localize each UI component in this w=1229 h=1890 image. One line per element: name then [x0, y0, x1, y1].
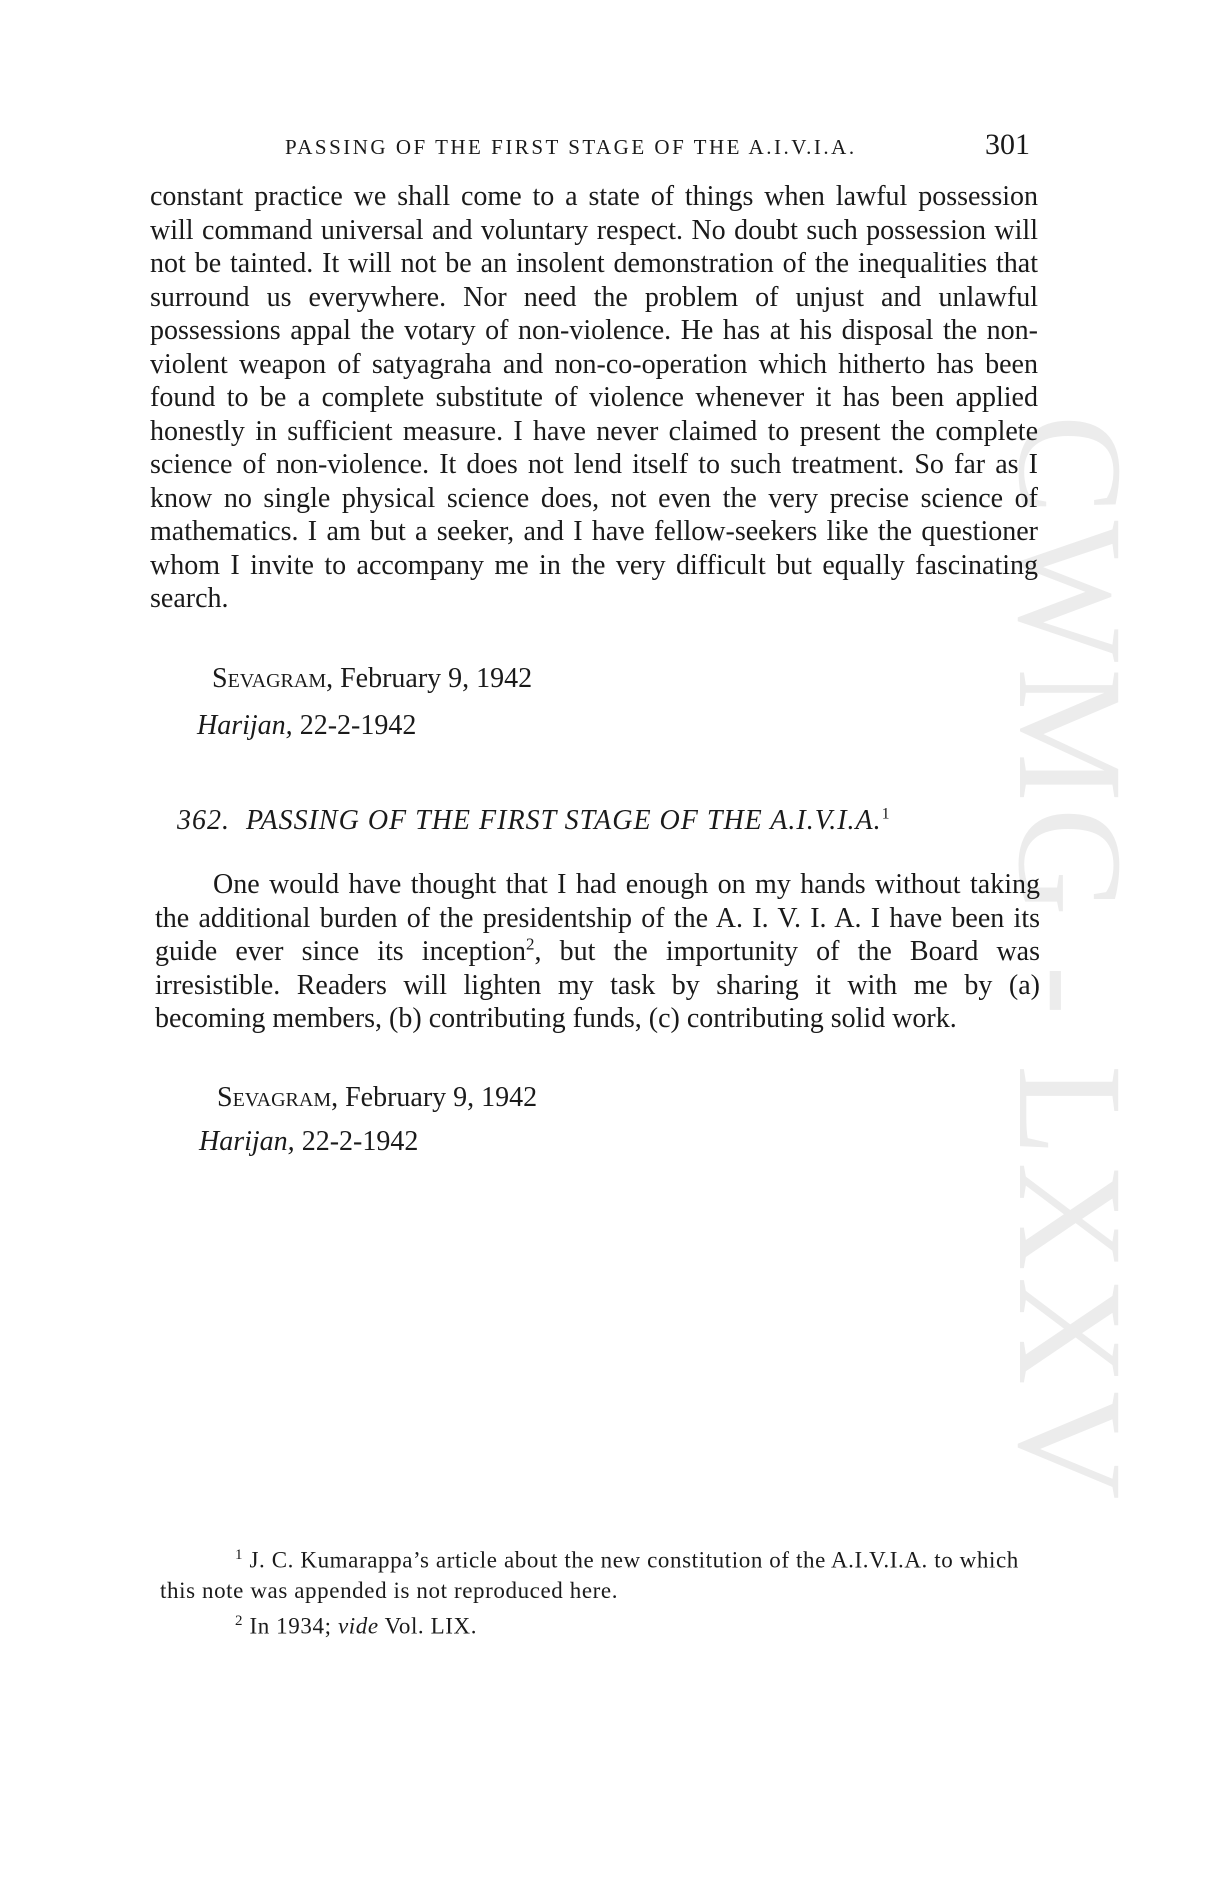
- footnote-text-italic: vide: [337, 1613, 379, 1639]
- footnote-2: [160, 1606, 1055, 1642]
- page-number: 301: [985, 128, 1030, 161]
- dateline-place: Sevagram,: [217, 1082, 339, 1113]
- source-publication: Harijan,: [199, 1126, 295, 1157]
- source-date: 22-2-1942: [299, 710, 417, 741]
- previous-article-dateline: [212, 663, 532, 695]
- footnote-ref-1: 1: [881, 805, 891, 823]
- article-number: 362.: [177, 805, 230, 836]
- article-body-part1: One would have thought that I had enough on my hands without taking the additional burden of the presidentship of the A. I. V. I. A. I have been its guide ever since its inception: [155, 869, 1040, 967]
- footnote-text-before: In 1934;: [249, 1613, 332, 1639]
- dateline-place: Sevagram,: [212, 663, 334, 694]
- running-title: PASSING OF THE FIRST STAGE OF THE A.I.V.I.A.: [285, 135, 857, 159]
- footnote-text-after: Vol. LIX.: [384, 1613, 478, 1639]
- footnotes: [160, 1540, 1055, 1641]
- article-title: PASSING OF THE FIRST STAGE OF THE A.I.V.I.A.: [246, 805, 882, 836]
- footnote-marker: 2: [235, 1612, 244, 1629]
- footnote-ref-2: 2: [526, 934, 535, 954]
- watermark-text: CWMG - LXXV: [987, 414, 1153, 1506]
- footnote-marker: 1: [235, 1547, 244, 1563]
- footnote-1: [160, 1540, 1055, 1606]
- source-publication: Harijan,: [197, 710, 293, 741]
- running-header: [285, 128, 1030, 162]
- article-source: [199, 1126, 418, 1158]
- dateline-date: February 9, 1942: [340, 663, 533, 694]
- previous-article-text: constant practice we shall come to a state of things when lawful possession will command universal and voluntary respect. No doubt such possession will not be tainted. It will not be an insolent demonstration of the inequalities that surround us everywhere. Nor need the problem of unjust and unlawful possessions appal the votary of non-violence. He has at his disposal the non-violent weapon of satyagraha and non-co-operation which hitherto has been found to be a complete substitute of violence whenever it has been applied honestly in sufficient measure. I have never claimed to present the complete science of non-violence. It does not lend itself to such treatment. So far as I know no single physical science does, not even the very precise science of mathematics. I am but a seeker, and I have fellow-seekers like the questioner whom I invite to accompany me in the very difficult but equally fascinating search.: [150, 181, 1038, 614]
- source-date: 22-2-1942: [301, 1126, 419, 1157]
- article-body: [155, 868, 1040, 1036]
- article-dateline: [217, 1082, 537, 1114]
- footnote-text: J. C. Kumarappa’s article about the new constitution of the A.I.V.I.A. to which this note was appended is not reproduced here.: [160, 1547, 1019, 1603]
- article-body-part2: , but the importunity of the Board was irresistible. Readers will lighten my task by sharing it with me by (a) becoming members, (b) contributing funds, (c) contributing solid work.: [155, 936, 1040, 1034]
- dateline-date: February 9, 1942: [345, 1082, 538, 1113]
- previous-article-source: [197, 710, 416, 742]
- article-heading: [177, 805, 1037, 837]
